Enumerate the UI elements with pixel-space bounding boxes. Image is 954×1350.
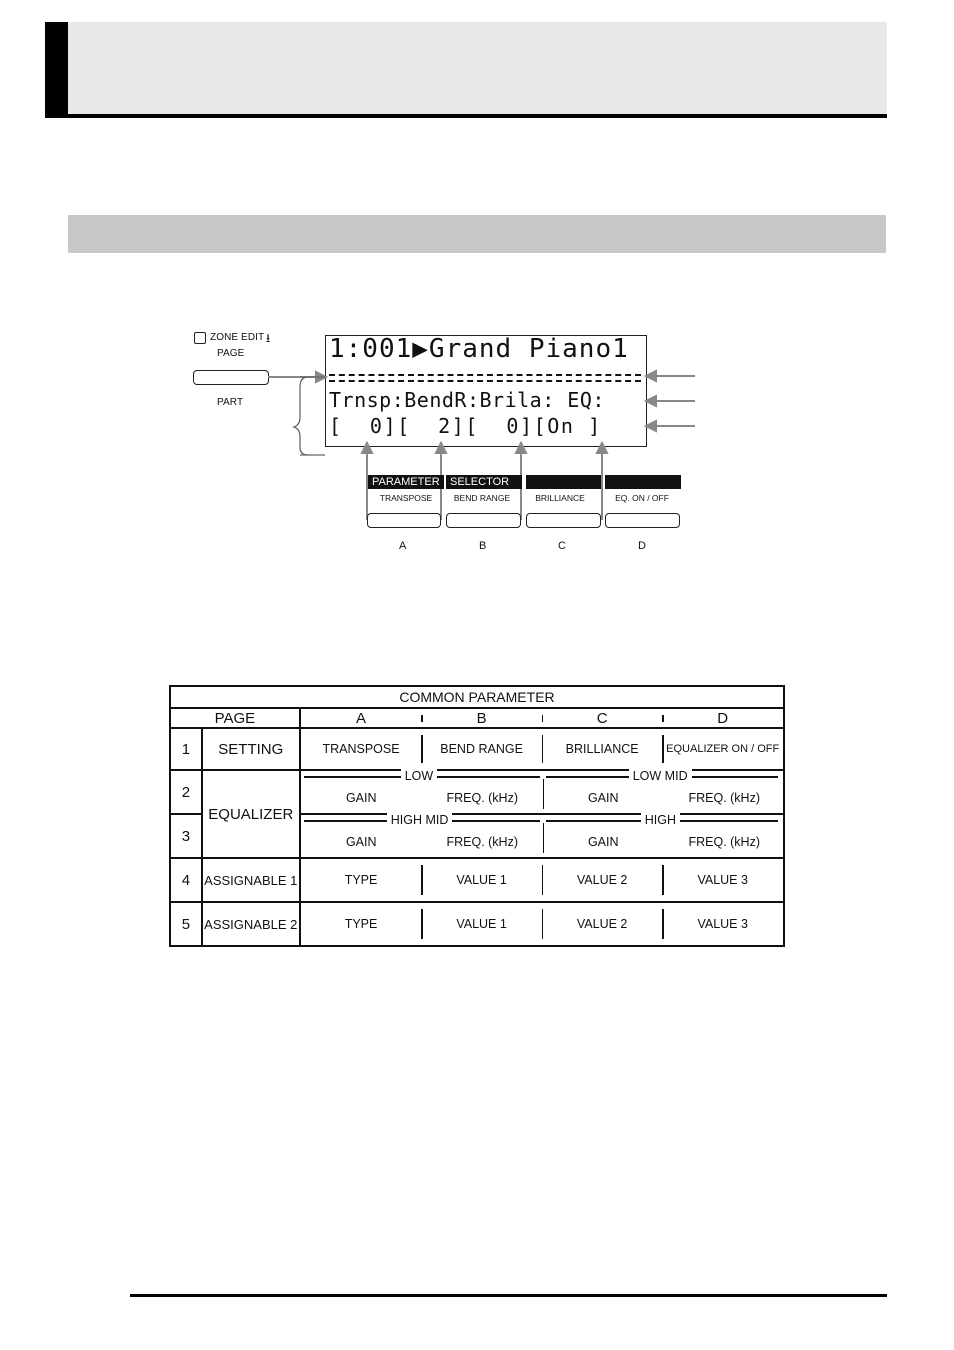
panel-illustration (180, 325, 700, 560)
col-page: PAGE (170, 708, 300, 728)
transpose-label: TRANSPOSE (379, 493, 433, 503)
eq-on-off-label: EQ. ON / OFF (615, 493, 669, 503)
col-b: B (476, 709, 487, 727)
col-headers (300, 708, 784, 728)
table-title: COMMON PARAMETER (170, 686, 784, 708)
zone-edit-label: ZONE EDIT (210, 332, 265, 343)
button-b[interactable] (446, 513, 521, 528)
lcd-line-3: Trnsp:BendR:Brila: EQ: (329, 388, 605, 412)
footer-rule (130, 1294, 887, 1297)
lcd-line-1: 1:001▶Grand Piano1 (329, 334, 629, 364)
letter-c: C (558, 540, 566, 552)
bar-d (605, 475, 681, 489)
parameter-bar: PARAMETER (368, 475, 444, 489)
col-a: A (356, 709, 367, 727)
table-row: 1 SETTING TRANSPOSE BEND RANGE BRILLIANCE EQUALIZER ON / OFF (170, 728, 784, 770)
table-row: 5 ASSIGNABLE 2 TYPE VALUE 1 VALUE 2 VALUE 3 (170, 902, 784, 946)
bar-c (526, 475, 601, 489)
subsection-band (68, 215, 886, 253)
letter-a: A (399, 540, 407, 552)
section-header-band (45, 22, 887, 118)
brilliance-label: BRILLIANCE (535, 493, 585, 503)
download-icon: ⭳ (266, 331, 271, 345)
col-c: C (596, 709, 608, 727)
col-d: D (717, 709, 729, 727)
table-row: 2 EQUALIZER LOW LOW MID GAIN FREQ. (kHz) GAIN FREQ. (kHz) (170, 770, 784, 814)
lcd-line-4: [ 0][ 2][ 0][On ] (329, 414, 602, 438)
part-label: PART (217, 397, 244, 408)
table-row: 3 HIGH MID HIGH GAIN FREQ. (kHz) GAIN FREQ. (kHz) (170, 814, 784, 858)
table-row: 4 ASSIGNABLE 1 TYPE VALUE 1 VALUE 2 VALUE 3 (170, 858, 784, 902)
letter-d: D (638, 540, 646, 552)
section-header-marker (45, 22, 68, 118)
page-label: PAGE (217, 348, 245, 359)
button-c[interactable] (526, 513, 601, 528)
button-a[interactable] (367, 513, 441, 528)
button-d[interactable] (605, 513, 680, 528)
letter-b: B (479, 540, 487, 552)
common-parameter-table (169, 685, 785, 947)
selector-bar: SELECTOR (446, 475, 522, 489)
bend-range-label: BEND RANGE (453, 493, 511, 503)
